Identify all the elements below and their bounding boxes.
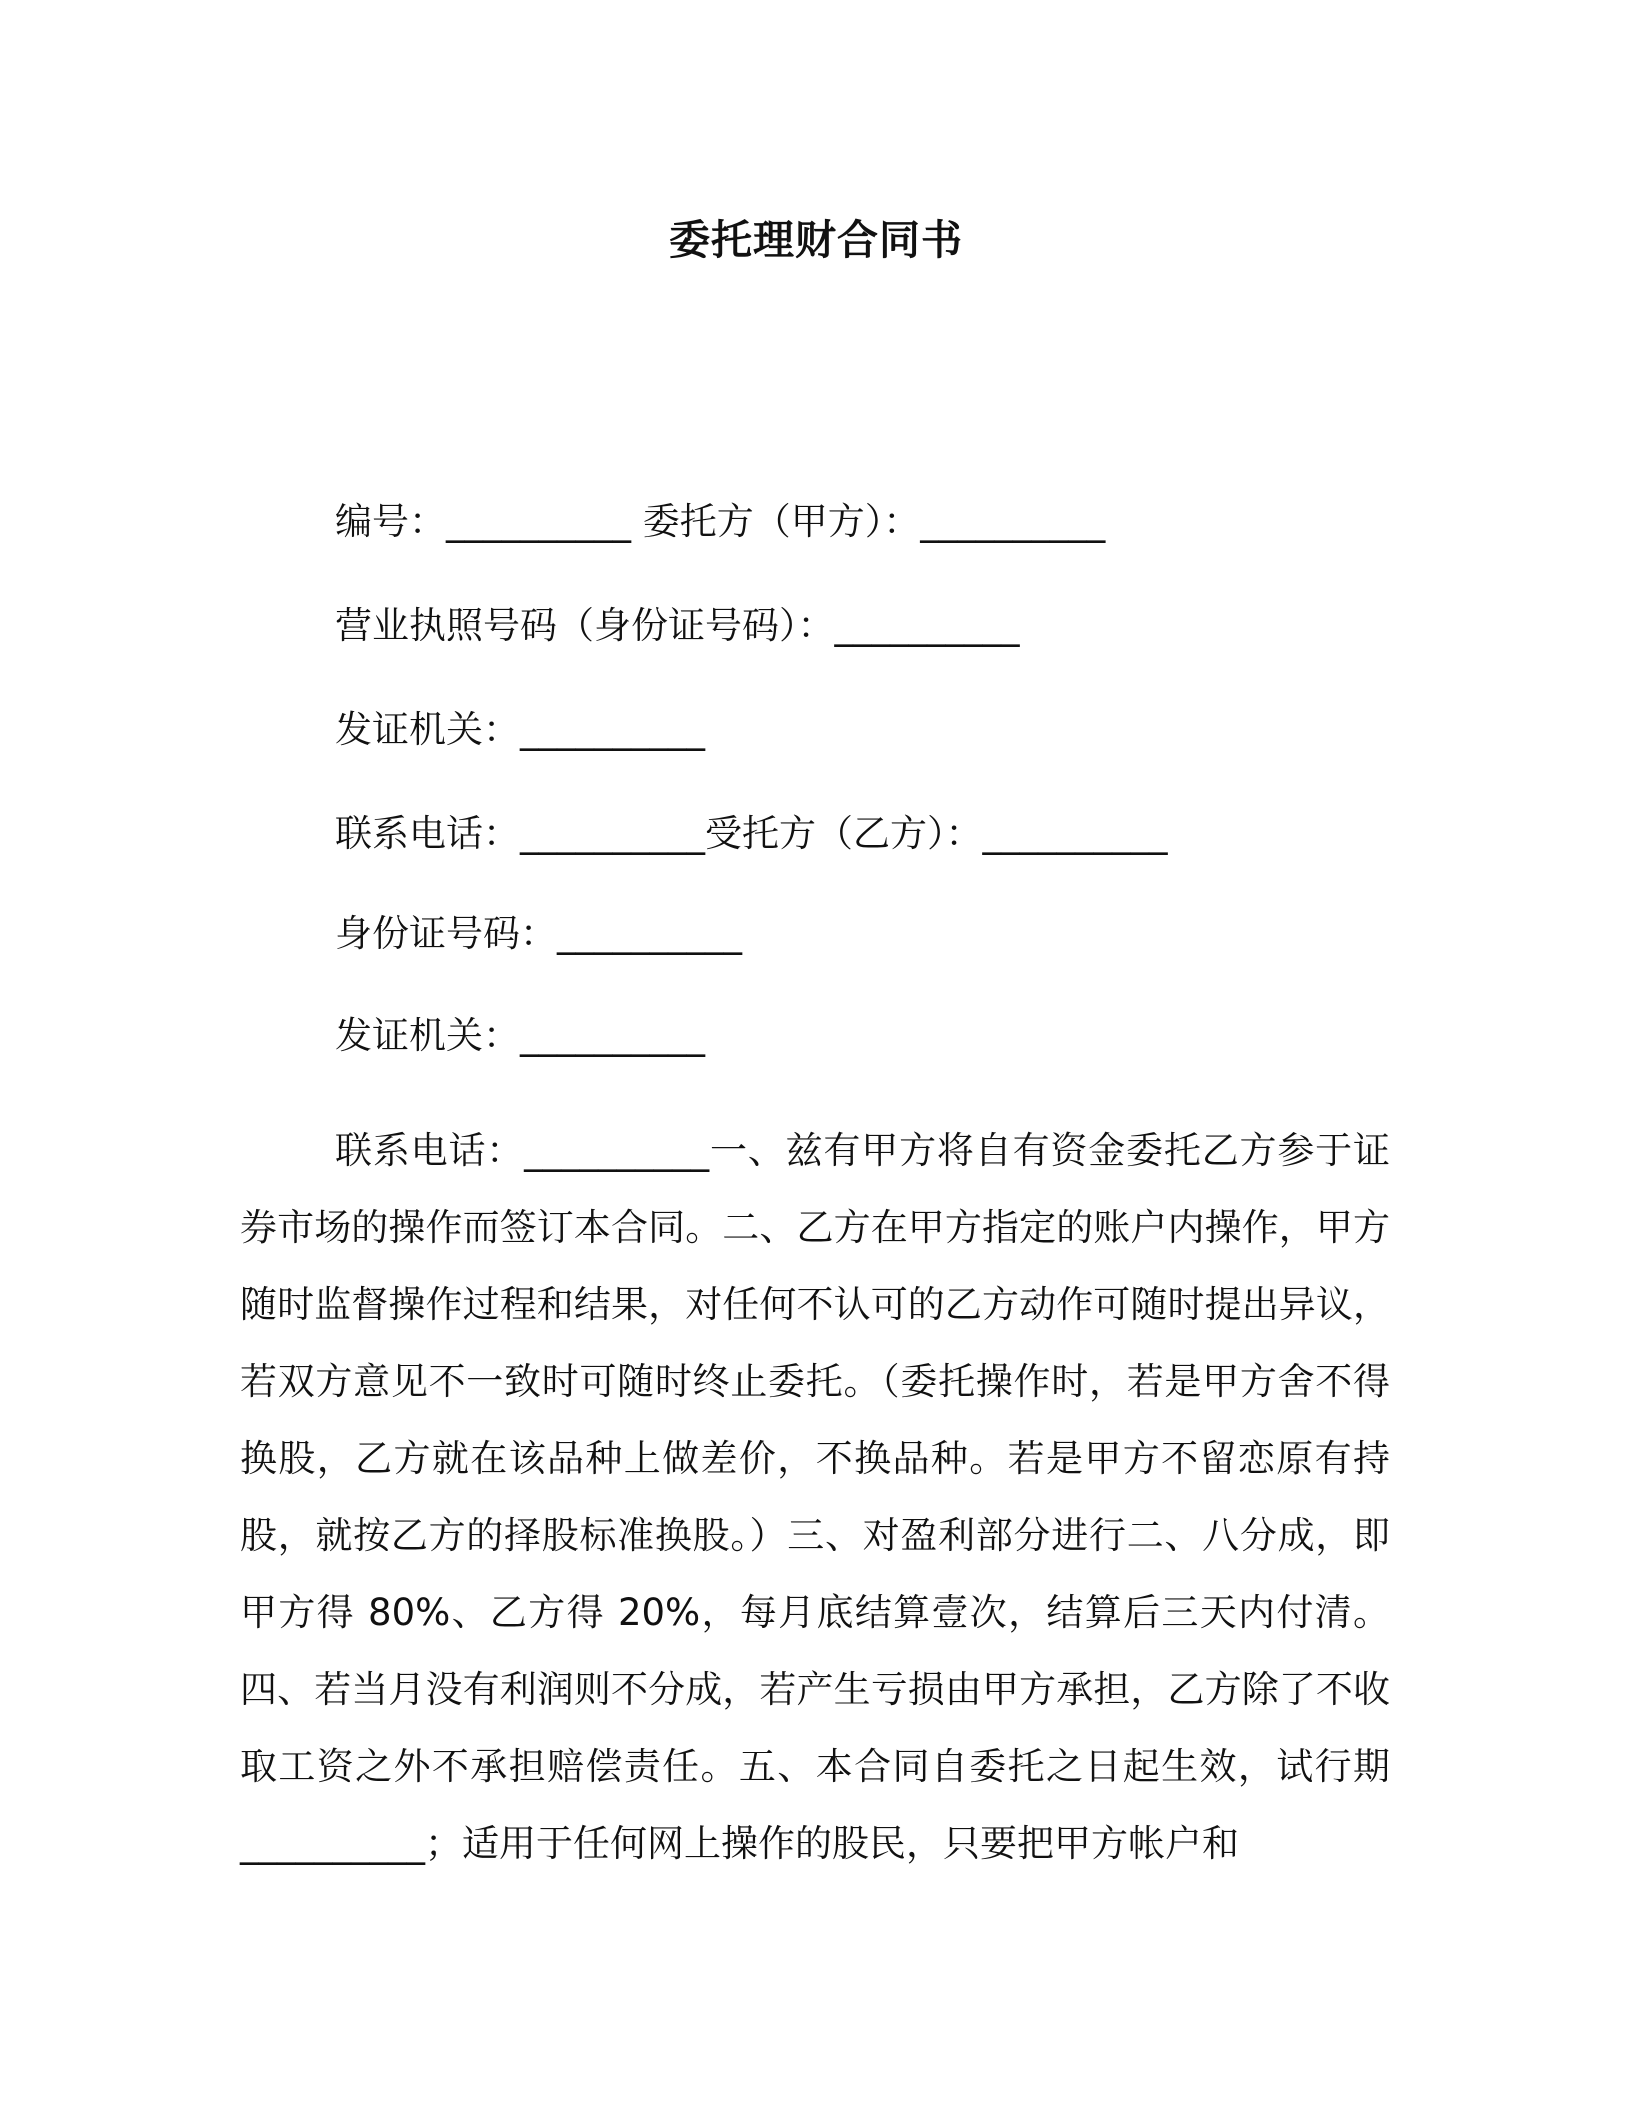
- contract-body-text: 联系电话：__________一、兹有甲方将自有资金委托乙方参于证券市场的操作而签订本合同。二、乙方在甲方指定的账户内操作，甲方随时监督操作过程和结果，对任何不认可的乙方动作可随时提出异议，若双方意见不一致时可随时终止委托。（委托操作时，若是甲方舍不得换股，乙方就在该品种上做差价，不换品种。若是甲方不留恋原有持股，就按乙方的择股标准换股。）三、对盈利部分进行二、八分成，即甲方得 80%、乙方得 20%，每月底结算壹次，结算后三天内付清。四、若当月没有利润则不分成，若产生亏损由甲方承担，乙方除了不收取工资之外不承担赔偿责任。五、本合同自委托之日起生效，试行期__________；适用于任何网上操作的股民，只要把甲方帐户和: [240, 1129, 1390, 1865]
- field-issuing-authority-a: 发证机关：__________: [335, 708, 705, 751]
- field-business-license-number: 营业执照号码（身份证号码）：__________: [335, 604, 1020, 647]
- field-phone-and-trustee: 联系电话：__________受托方（乙方）：__________: [335, 812, 1168, 855]
- field-contract-number-and-principal: 编号：__________ 委托方（甲方）：__________: [335, 500, 1106, 543]
- field-id-number: 身份证号码：__________: [335, 912, 742, 955]
- document-title: 委托理财合同书: [669, 216, 963, 264]
- field-issuing-authority-b: 发证机关：__________: [335, 1014, 705, 1057]
